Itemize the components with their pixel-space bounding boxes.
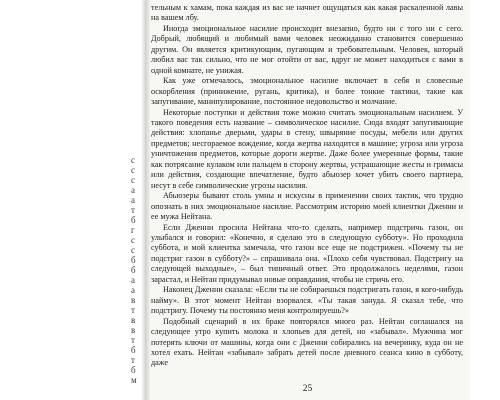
paragraph-continued: тельным к хамам, пока каждая из вас не начнет ощущаться как какая раскаленной лавы на вашем лбу. [151,3,463,23]
paragraph: Иногда эмоциональное насилие происходит внезапно, будто ни с того ни с сего. Добрый, любящий и любимый вами человек неожиданно становится совершенно другим. Он является критикующим, пугающим и требовательным. Человек, который любил вас так сильно, что не мог отойти от вас, вдруг не может находиться с вами в одной комнате, не унижая. [151,23,463,75]
left-fragment: б [131,255,136,265]
left-fragment: г [131,225,135,235]
left-fragment: б [131,265,136,275]
page-body [151,3,463,369]
left-fragment: а [131,275,135,285]
paragraph: Если Дженни просила Нейтана что-то сделать, например подстричь газон, он улыбался и говорил: «Конечно, я сделаю это в следующую субботу». Но проходила суббота, и мой клиентка замечала, что газон все еще не подстрижен. «Почему ты не подстриг газон в субботу?» – спрашивала она. «Плохо себя чувствовал. Подстригу на следующей выходные», – был типичный ответ. Это продолжалось неделями, газон зарастал, и Нейтан придумывал новые оправдания, чтобы не стричь его. [151,222,463,284]
left-fragment: в [131,295,136,305]
previous-page-edge [0,0,145,400]
left-fragment: б [131,215,136,225]
left-fragment: с [131,235,135,245]
left-fragment: с [131,175,135,185]
left-fragment: в [131,315,136,325]
left-fragment: т [131,205,135,215]
page-number: 25 [302,384,313,394]
paragraph: Абьюзеры бывают столь умны и искусны в применении своих тактик, что трудно опознать в них эмоциональное насилие. Рассмотрим историю моей клиентки Дженни и ее мужа Нейтана. [151,191,463,222]
left-fragment: а [131,195,135,205]
right-margin [470,0,500,400]
left-fragment: а [131,185,135,195]
paragraph: Как уже отмечалось, эмоциональное насилие включает в себя и словесные оскорбления (принижение, ругань, критика), и более тонкие тактики, такие как запугивание, манипулирование, постоянное недовольство и молчание. [151,76,463,107]
left-fragment: т [131,305,135,315]
left-fragment: а [131,285,135,295]
left-fragment: в [131,325,136,335]
left-fragment: с [131,155,135,165]
left-fragment: м [131,375,137,385]
paragraph: Наконец Дженни сказала: «Если ты не собираешься подстригать газон, я кого-нибудь найму». В этот момент Нейтан взорвался. «Ты такая зануда. Я сказал тебе, что подстригу. Почему ты постоянно меня контролируешь?» [151,285,463,316]
paragraph: Подобный сценарий в их браке повторялся много раз. Нейтан соглашался на следующее утро купить молока и хлопьев для детей, но «забывал». Мужчина мог потерять ключи от машины, когда они с Дженни собирались на вечеринку, куда он не хотел ехать. Нейтан «забывал» забрать детей после дневного сеанса кино в субботу, даже [151,316,463,368]
left-fragment: б [131,365,136,375]
paragraph: Некоторые поступки и действия тоже можно считать эмоциональным насилием. У такого поведения есть название – символическое насилие. Сюда входят запугивающие действия: хлопанье дверьми, удары в стену, швыряние посуды, мебели или других предметов; несгораемое вождение, когда жертва находится в машине; угроза или угроза уничтожения предметов, которые дороги жертве. Даже более умеренные формы, такие как потрясание кулаком или пальцем в сторону жертвы, устрашающие жесты и гримасы или действия, создающие впечатление, будто абьюзер хочет убить своего партнера, несут в себе символические угрозы насилия. [151,107,463,190]
left-fragment: б [131,345,136,355]
left-fragment: т [131,335,135,345]
left-fragment: с [131,245,135,255]
book-page [145,0,470,400]
left-fragment: т [131,355,135,365]
left-fragment: с [131,165,135,175]
